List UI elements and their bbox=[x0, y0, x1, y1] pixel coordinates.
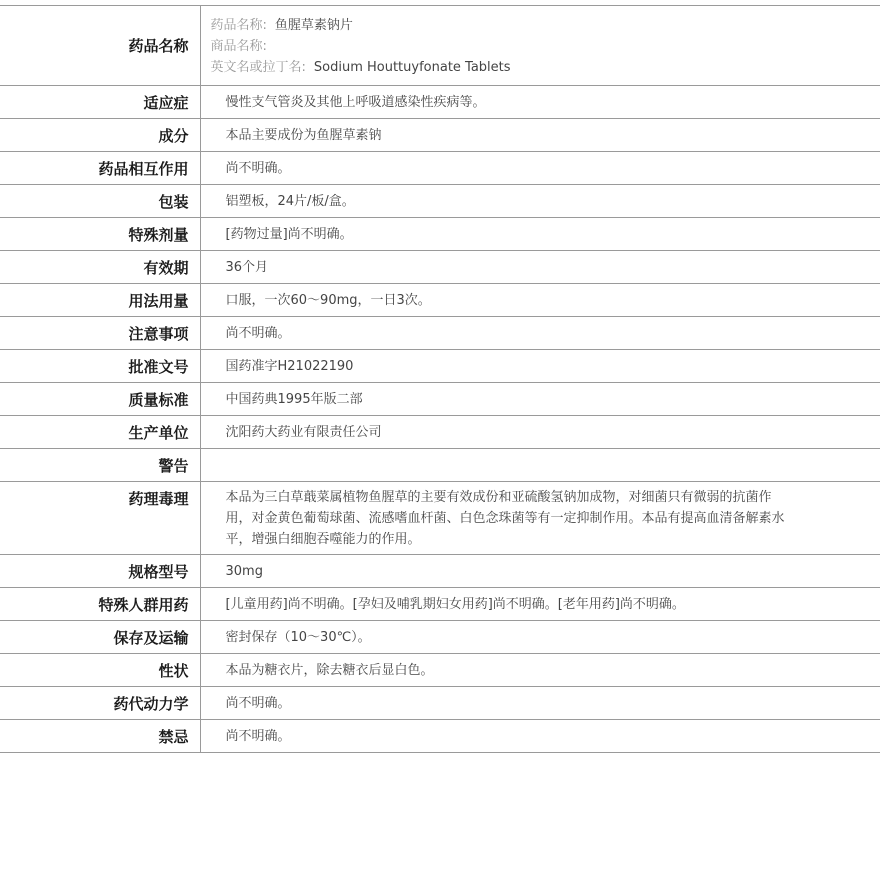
table-row-appearance bbox=[0, 654, 880, 687]
row-value: 慢性支气管炎及其他上呼吸道感染性疾病等。 bbox=[200, 86, 880, 119]
trade-name-key: 商品名称: bbox=[210, 39, 267, 54]
row-value: 口服，一次60～90mg，一日3次。 bbox=[200, 284, 880, 317]
row-value: 铝塑板，24片/板/盒。 bbox=[200, 185, 880, 218]
row-value: 尚不明确。 bbox=[200, 720, 880, 753]
row-label: 成分 bbox=[0, 119, 200, 152]
row-label: 警告 bbox=[0, 449, 200, 482]
english-name-line bbox=[211, 57, 880, 78]
table-row-dosage bbox=[0, 284, 880, 317]
table-row-precautions bbox=[0, 317, 880, 350]
table-row-warning bbox=[0, 449, 880, 482]
row-label: 药品相互作用 bbox=[0, 152, 200, 185]
row-label: 有效期 bbox=[0, 251, 200, 284]
table-row-contraindications bbox=[0, 720, 880, 753]
generic-name-key: 药品名称: bbox=[210, 18, 267, 33]
generic-name-line bbox=[211, 15, 880, 36]
row-value: 尚不明确。 bbox=[200, 687, 880, 720]
row-label: 批准文号 bbox=[0, 350, 200, 383]
row-value bbox=[200, 449, 880, 482]
table-row-quality-standard bbox=[0, 383, 880, 416]
row-label: 特殊人群用药 bbox=[0, 588, 200, 621]
row-label: 药理毒理 bbox=[0, 482, 200, 555]
table-row-specification bbox=[0, 555, 880, 588]
table-row-drug-name bbox=[0, 6, 880, 86]
row-label: 生产单位 bbox=[0, 416, 200, 449]
table-row-special-dosage bbox=[0, 218, 880, 251]
row-label: 禁忌 bbox=[0, 720, 200, 753]
row-value: 尚不明确。 bbox=[200, 317, 880, 350]
table-row-shelf-life bbox=[0, 251, 880, 284]
row-value: 本品为糖衣片，除去糖衣后显白色。 bbox=[200, 654, 880, 687]
row-value: 中国药典1995年版二部 bbox=[200, 383, 880, 416]
row-value: 尚不明确。 bbox=[200, 152, 880, 185]
row-value: 36个月 bbox=[200, 251, 880, 284]
table-row-packaging bbox=[0, 185, 880, 218]
row-value: 本品主要成份为鱼腥草素钠 bbox=[200, 119, 880, 152]
row-value: 沈阳药大药业有限责任公司 bbox=[200, 416, 880, 449]
table-row-pharmacokinetics bbox=[0, 687, 880, 720]
english-name-value: Sodium Houttuyfonate Tablets bbox=[313, 60, 511, 75]
row-value: [儿童用药]尚不明确。[孕妇及哺乳期妇女用药]尚不明确。[老年用药]尚不明确。 bbox=[200, 588, 880, 621]
table-row-storage bbox=[0, 621, 880, 654]
drug-name-block bbox=[200, 6, 880, 86]
generic-name-value: 鱼腥草素钠片 bbox=[274, 18, 353, 33]
row-label: 包装 bbox=[0, 185, 200, 218]
table-row-pharmacology bbox=[0, 482, 880, 555]
row-label: 用法用量 bbox=[0, 284, 200, 317]
row-value: 国药准字H21022190 bbox=[200, 350, 880, 383]
row-value: 本品为三白草蕺菜属植物鱼腥草的主要有效成份和亚硫酸氢钠加成物，对细菌只有微弱的抗菌作用，对金黄色葡萄球菌、流感嗜血杆菌、白色念珠菌等有一定抑制作用。本品有提高血清备解素水平，增强白细胞吞噬能力的作用。 bbox=[200, 482, 880, 555]
row-label: 质量标准 bbox=[0, 383, 200, 416]
row-label: 性状 bbox=[0, 654, 200, 687]
row-label: 药品名称 bbox=[0, 6, 200, 86]
table-row-indications bbox=[0, 86, 880, 119]
table-row-special-populations bbox=[0, 588, 880, 621]
row-label: 药代动力学 bbox=[0, 687, 200, 720]
row-label: 规格型号 bbox=[0, 555, 200, 588]
trade-name-line bbox=[211, 36, 880, 57]
row-label: 保存及运输 bbox=[0, 621, 200, 654]
row-value: 密封保存（10～30℃）。 bbox=[200, 621, 880, 654]
row-value: 30mg bbox=[200, 555, 880, 588]
row-label: 注意事项 bbox=[0, 317, 200, 350]
drug-info-table bbox=[0, 5, 880, 753]
table-row-approval-number bbox=[0, 350, 880, 383]
row-label: 特殊剂量 bbox=[0, 218, 200, 251]
table-row-ingredients bbox=[0, 119, 880, 152]
table-row-manufacturer bbox=[0, 416, 880, 449]
row-value: [药物过量]尚不明确。 bbox=[200, 218, 880, 251]
row-label: 适应症 bbox=[0, 86, 200, 119]
english-name-key: 英文名或拉丁名: bbox=[210, 60, 306, 75]
table-row-interactions bbox=[0, 152, 880, 185]
